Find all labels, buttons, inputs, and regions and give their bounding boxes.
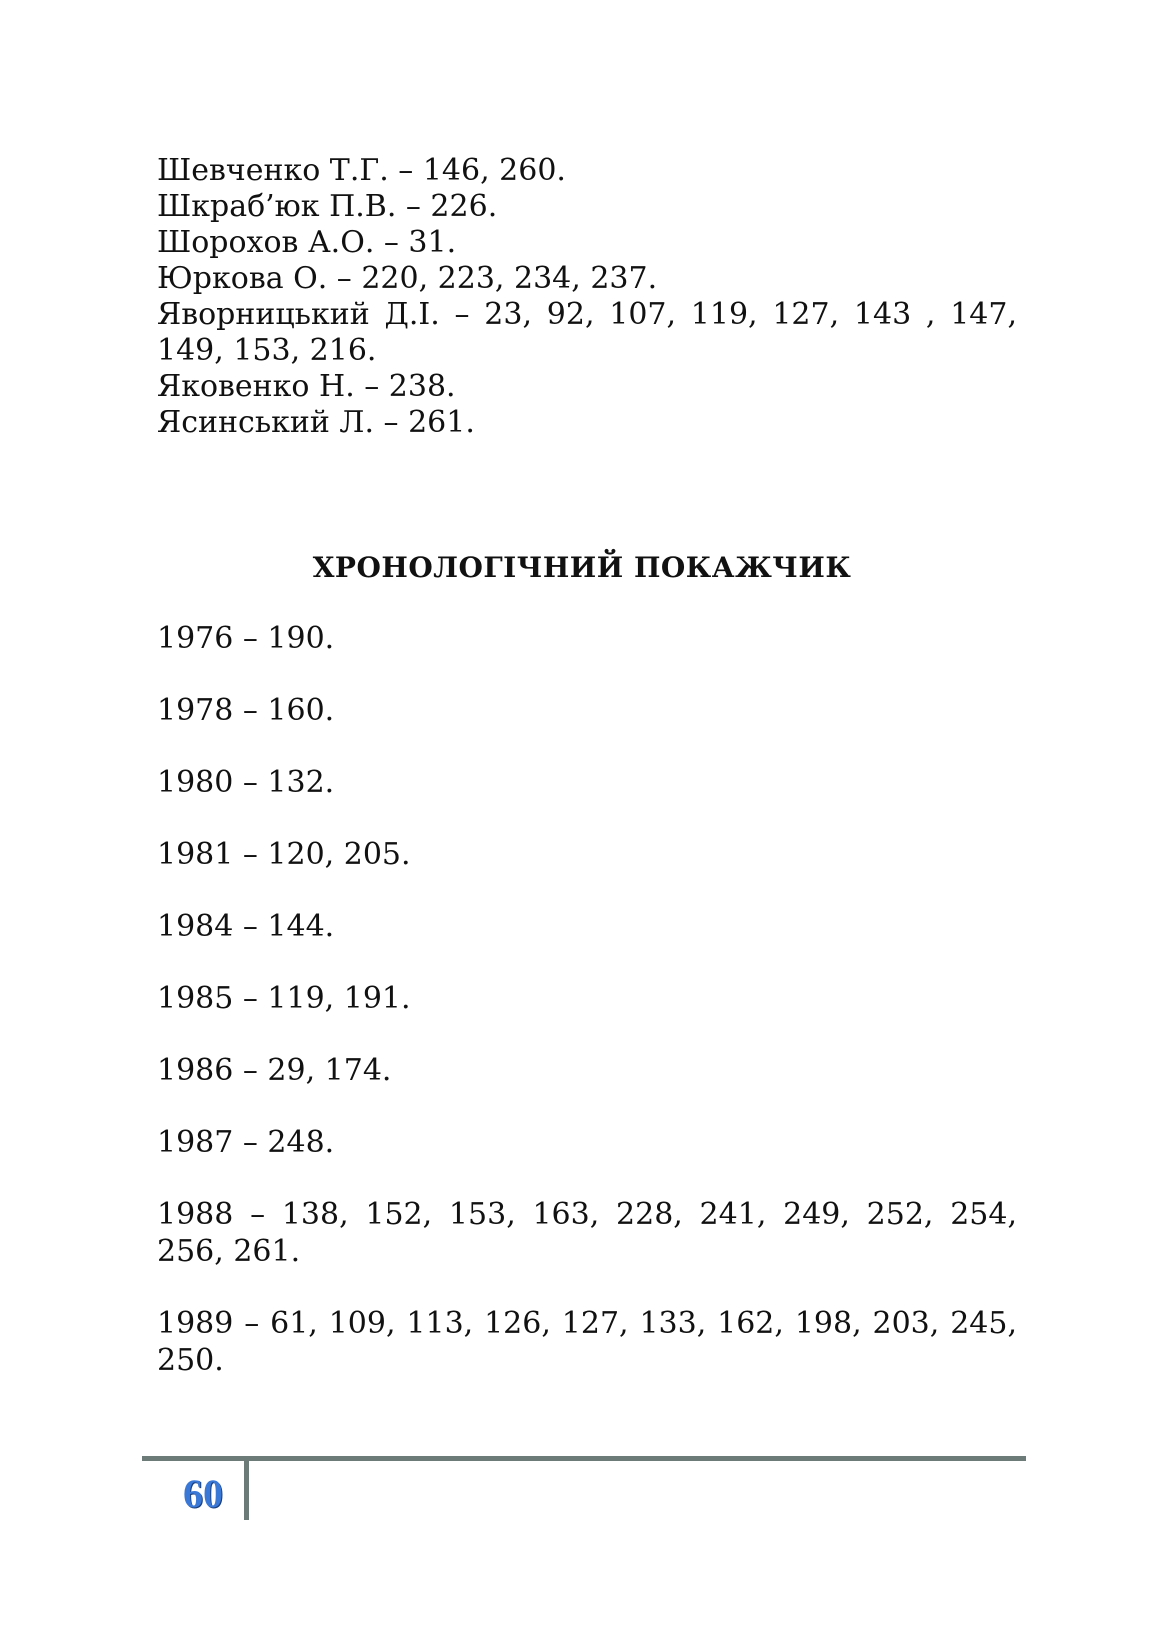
chronology-entry: 1978 – 160. — [157, 693, 335, 728]
name-index-entry: Ясинський Л. – 261. — [157, 405, 475, 440]
chronology-entry: 1986 – 29, 174. — [157, 1053, 392, 1088]
chronology-entry: 1987 – 248. — [157, 1125, 335, 1160]
chronological-index-list — [157, 620, 1017, 1414]
section-title: ХРОНОЛОГІЧНИЙ ПОКАЖЧИК — [312, 551, 852, 584]
name-index — [157, 153, 1017, 441]
chronology-entry: 1985 – 119, 191. — [157, 981, 411, 1016]
chronology-entry: 1989 – 61, 109, 113, 126, 127, 133, 162, 198, 203, 245, 250. — [157, 1306, 1017, 1378]
name-index-entry: Шевченко Т.Г. – 146, 260. — [157, 153, 566, 188]
page-number: 60 — [183, 1471, 223, 1516]
chronology-entry: 1980 – 132. — [157, 765, 335, 800]
chronology-entry: 1988 – 138, 152, 153, 163, 228, 241, 249, 252, 254, 256, 261. — [157, 1197, 1017, 1269]
name-index-list — [157, 153, 1017, 441]
name-index-entry: Яворницький Д.І. – 23, 92, 107, 119, 127, 143 , 147, 149, 153, 216. — [157, 297, 1017, 368]
chronology-entry: 1984 – 144. — [157, 909, 335, 944]
name-index-entry: Шорохов А.О. – 31. — [157, 225, 457, 260]
chronology-entry: 1981 – 120, 205. — [157, 837, 411, 872]
chronology-entry: 1976 – 190. — [157, 621, 335, 656]
footer-divider — [244, 1456, 249, 1520]
footer-rule — [142, 1456, 1026, 1461]
name-index-entry: Юркова О. – 220, 223, 234, 237. — [157, 261, 658, 296]
name-index-entry: Шкраб’юк П.В. – 226. — [157, 189, 498, 224]
name-index-entry: Яковенко Н. – 238. — [157, 369, 456, 404]
